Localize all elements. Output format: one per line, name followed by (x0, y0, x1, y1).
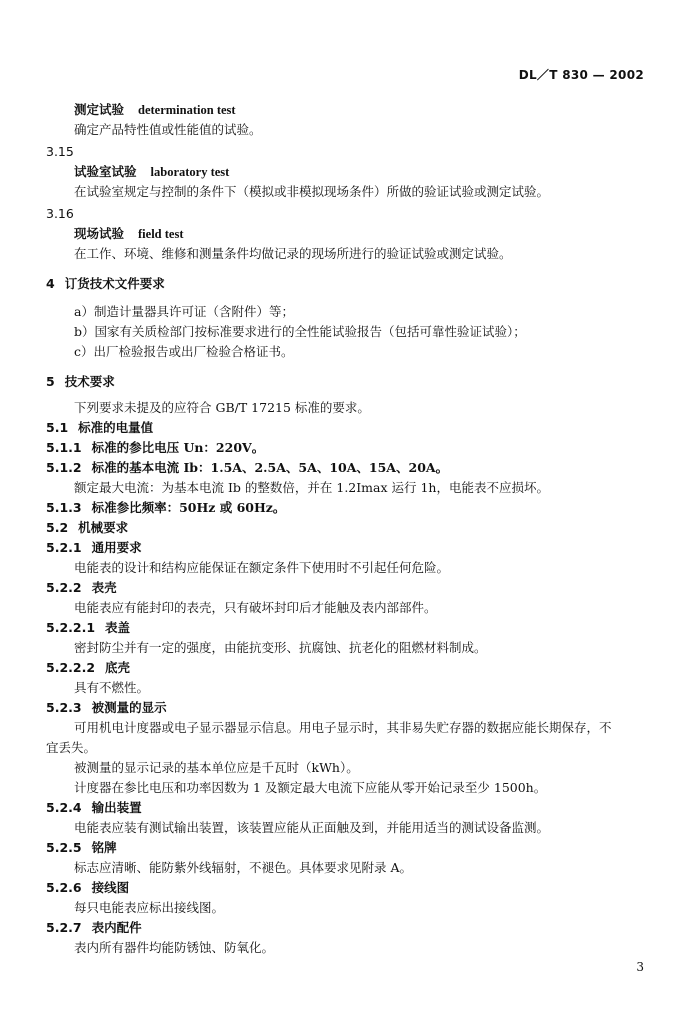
subsection-heading (46, 420, 153, 436)
clause-title: 接线图 (91, 880, 130, 895)
page-number: 3 (636, 960, 644, 974)
clause-title: 输出装置 (91, 800, 142, 815)
section-title: 技术要求 (64, 374, 115, 389)
clause-text: 标志应清晰、能防紫外线辐射，不褪色。具体要求见附录 A。 (74, 860, 413, 875)
clause-number: 5.2.5 (46, 840, 82, 855)
clause-heading (46, 840, 117, 856)
clause-heading (46, 620, 130, 636)
subsection-heading (46, 520, 128, 536)
clause-number: 5.1.2 (46, 460, 82, 475)
term-english: determination test (138, 103, 236, 117)
clause-text: 标准的基本电流 Ib：1.5A、2.5A、5A、10A、15A、20A。 (91, 460, 449, 475)
section-number: 4 (46, 276, 55, 291)
term-definition: 确定产品特性值或性能值的试验。 (74, 122, 262, 137)
clause-text: 计度器在参比电压和功率因数为 1 及额定最大电流下应能从零开始记录至少 1500h。 (74, 780, 547, 795)
clause-number: 5.1.1 (46, 440, 82, 455)
clause-number: 5.2.2.2 (46, 660, 96, 675)
clause-title: 标准的电量值 (78, 420, 154, 435)
term-chinese: 现场试验 (74, 226, 125, 241)
term-heading (74, 164, 229, 180)
clause-heading (46, 700, 167, 716)
clause-text: 表内所有器件均能防锈蚀、防氧化。 (74, 940, 275, 955)
clause-text: 电能表应装有测试输出装置，该装置应能从正面触及到，并能用适当的测试设备监测。 (74, 820, 550, 835)
list-item: a）制造计量器具许可证（含附件）等； (74, 304, 294, 319)
term-heading (74, 102, 236, 118)
term-chinese: 试验室试验 (74, 164, 137, 179)
clause-number: 5.2.6 (46, 880, 82, 895)
list-item: c）出厂检验报告或出厂检验合格证书。 (74, 344, 294, 359)
clause-heading (46, 660, 130, 676)
clause-title: 表盖 (105, 620, 131, 635)
clause-number: 5.1.3 (46, 500, 82, 515)
clause-number: 5.2.2.1 (46, 620, 96, 635)
term-chinese: 测定试验 (74, 102, 125, 117)
clause-number: 3.15 (46, 144, 74, 159)
section-heading (46, 276, 165, 292)
clause-text: 可用机电计度器或电子显示器显示信息。用电子显示时，其非易失贮存器的数据应能长期保存，不 (74, 720, 612, 735)
clause-title: 铭牌 (91, 840, 117, 855)
clause-text: 密封防尘并有一定的强度，由能抗变形、抗腐蚀、抗老化的阻燃材料制成。 (74, 640, 487, 655)
clause-text: 每只电能表应标出接线图。 (74, 900, 225, 915)
section-title: 订货技术文件要求 (64, 276, 165, 291)
clause-title: 机械要求 (78, 520, 129, 535)
clause-line (46, 500, 285, 516)
clause-heading (46, 880, 129, 896)
clause-text: 标准参比频率：50Hz 或 60Hz。 (91, 500, 286, 515)
clause-text: 被测量的显示记录的基本单位应是千瓦时（kWh）。 (74, 760, 359, 775)
section-number: 5 (46, 374, 55, 389)
clause-title: 表壳 (91, 580, 117, 595)
section-intro: 下列要求未提及的应符合 GB/T 17215 标准的要求。 (74, 400, 370, 415)
clause-title: 表内配件 (91, 920, 142, 935)
clause-number: 5.1 (46, 420, 69, 435)
clause-number: 5.2.7 (46, 920, 82, 935)
clause-title: 被测量的显示 (91, 700, 167, 715)
clause-title: 底壳 (105, 660, 131, 675)
term-definition: 在试验室规定与控制的条件下（模拟或非模拟现场条件）所做的验证试验或测定试验。 (74, 184, 550, 199)
clause-text: 电能表应有能封印的表壳，只有破坏封印后才能触及表内部部件。 (74, 600, 437, 615)
clause-text: 电能表的设计和结构应能保证在额定条件下使用时不引起任何危险。 (74, 560, 450, 575)
term-english: field test (138, 227, 184, 241)
clause-text: 具有不燃性。 (74, 680, 150, 695)
clause-detail: 额定最大电流：为基本电流 Ib 的整数倍，并在 1.2Imax 运行 1h，电能表不应损坏。 (74, 480, 549, 495)
clause-text: 标准的参比电压 Un：220V。 (91, 440, 265, 455)
clause-number: 5.2.2 (46, 580, 82, 595)
clause-text-continued: 宜丢失。 (46, 740, 97, 755)
clause-heading (46, 920, 142, 936)
clause-line (46, 460, 448, 476)
clause-heading (46, 800, 142, 816)
clause-number: 5.2.3 (46, 700, 82, 715)
term-definition: 在工作、环境、维修和测量条件均做记录的现场所进行的验证试验或测定试验。 (74, 246, 512, 261)
clause-number: 3.16 (46, 206, 74, 221)
clause-title: 通用要求 (91, 540, 142, 555)
list-item: b）国家有关质检部门按标准要求进行的全性能试验报告（包括可靠性验证试验）； (74, 324, 526, 339)
clause-line (46, 440, 264, 456)
term-english: laboratory test (150, 165, 230, 179)
section-heading (46, 374, 115, 390)
clause-heading (46, 540, 142, 556)
clause-heading (46, 580, 117, 596)
clause-number: 5.2.1 (46, 540, 82, 555)
clause-number: 5.2.4 (46, 800, 82, 815)
standard-code-header: DL／T 830 — 2002 (518, 68, 644, 82)
clause-number: 5.2 (46, 520, 69, 535)
term-heading (74, 226, 184, 242)
